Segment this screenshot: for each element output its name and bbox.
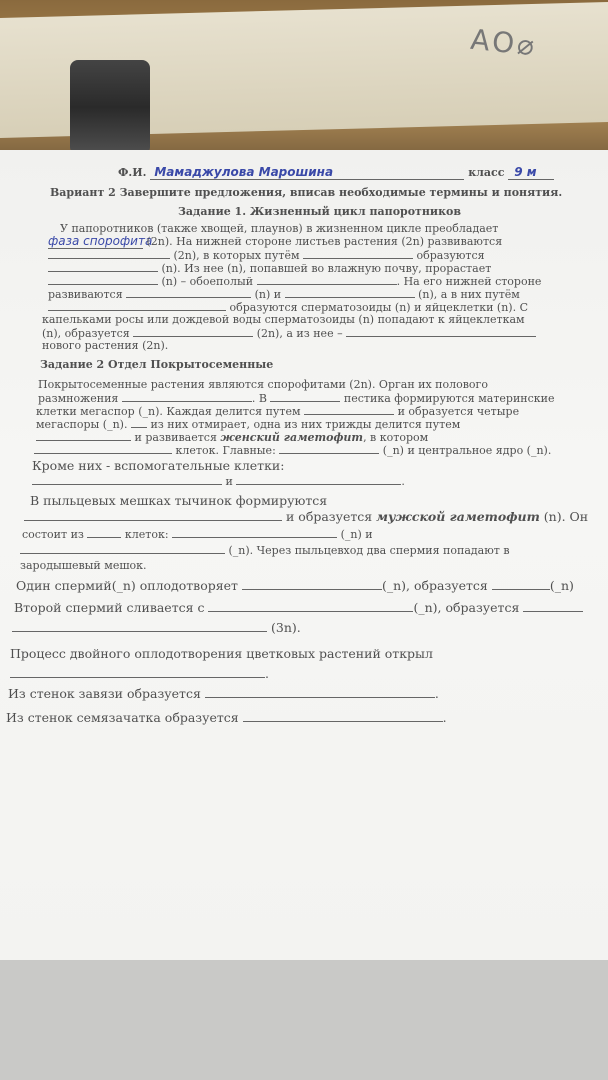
task2-line-6b: (_n) и центральное ядро (_n). [382, 444, 552, 457]
task1-line-9 [42, 326, 536, 340]
task2-line-12-text: (_n). Через пыльцевход два спермия попадают в [228, 544, 510, 557]
task2-line-14b: (_n), образуется [381, 578, 488, 593]
task1-line-4 [48, 261, 491, 275]
task2-line-16 [12, 620, 301, 635]
task1-line-5 [48, 274, 541, 288]
binder-clip [70, 60, 150, 155]
task2-line-1: Покрытосеменные растения являются спорофитами (2n). Орган их полового [38, 378, 488, 391]
task2-line-7: Кроме них - вспомогательные клетки: [32, 458, 285, 473]
task2-line-17-blank: . [10, 666, 269, 681]
task2-title: Задание 2 Отдел Покрытосеменные [40, 358, 274, 371]
task2-line-11b: клеток: [124, 528, 169, 541]
task2-line-8: и . [32, 474, 405, 488]
task2-line-10c: (n). Он [543, 509, 589, 524]
task2-line-10 [24, 509, 588, 524]
task2-line-12 [20, 543, 510, 557]
task1-line-7-text: образуются сперматозоиды (n) и яйцеклетки (n). С [229, 301, 529, 314]
class-value: 9 м [508, 166, 554, 180]
task2-line-3b: и образуется четыре [397, 405, 520, 418]
task2-line-19: Из стенок семязачатка образуется . [6, 710, 447, 725]
fio-label: Ф.И. [118, 166, 147, 179]
fio-line [118, 166, 554, 180]
class-label: класс [468, 166, 505, 179]
task2-line-9: В пыльцевых мешках тычинок формируются [30, 493, 328, 508]
task2-line-5a: и развивается [134, 431, 217, 444]
task1-line-2-text: (2n). На нижней стороне листьев растения (2n) развиваются [146, 235, 503, 248]
task2-line-11a: состоит из [22, 528, 84, 541]
task2-line-2a: размножения [38, 392, 119, 405]
task2-line-13: зародышевый мешок. [20, 559, 147, 572]
task2-line-14a: Один спермий(_n) оплодотворяет [16, 578, 238, 593]
task2-line-5 [36, 430, 428, 444]
task1-line-6c: (n), а в них путём [418, 288, 520, 301]
task2-line-2c: пестика формируются материнские [343, 392, 555, 405]
table-surface [0, 960, 608, 1080]
task1-line-5a: (n) – обоеполый [161, 275, 254, 288]
task2-line-3a: клетки мегаспор (_n). Каждая делится путем [36, 405, 301, 418]
task1-line-1: У папоротников (также хвощей, плаунов) в жизненном цикле преобладает [60, 222, 499, 235]
task1-title: Задание 1. Жизненный цикл папоротников [178, 205, 462, 218]
task2-line-4 [36, 417, 460, 431]
task2-line-16-text: (3n). [270, 620, 301, 635]
task1-line-3 [48, 248, 485, 262]
task2-line-4b: из них отмирает, одна из них трижды делится путем [150, 418, 461, 431]
task2-line-17: Процесс двойного оплодотворения цветковых растений открыл [10, 646, 433, 661]
task2-line-3 [36, 404, 519, 418]
task1-line-3b: образуются [416, 249, 485, 262]
task2-line-6a: клеток. Главные: [175, 444, 276, 457]
task2-line-15a: Второй спермий сливается с [14, 600, 205, 615]
task1-line-4-text: (n). Из нее (n), попавшей во влажную почву, прорастает [161, 262, 492, 275]
task2-line-18: Из стенок завязи образуется . [8, 686, 439, 701]
fio-value: Мамаджулова Марошина [150, 166, 464, 180]
task1-line-6 [48, 287, 520, 301]
task1-line-6a: развиваются [48, 288, 123, 301]
task1-line-3a: (2n), в которых путём [173, 249, 300, 262]
task1-line-10: нового растения (2n). [42, 339, 169, 352]
task2-line-19-text: Из стенок семязачатка образуется [6, 710, 239, 725]
task2-line-4a: мегаспоры (_n). [36, 418, 128, 431]
task2-line-5c: , в котором [363, 431, 429, 444]
task2-line-2 [38, 391, 555, 405]
task2-line-10b: мужской гаметофит [376, 509, 540, 524]
task1-line-6b: (n) и [254, 288, 282, 301]
task1-line-2 [48, 235, 502, 249]
variant-instruction: Вариант 2 Завершите предложения, вписав необходимые термины и понятия. [50, 186, 563, 199]
task1-line-9b: (2n), а из нее – [256, 327, 343, 340]
task2-line-5b: женский гаметофит [220, 431, 364, 444]
task2-line-18-text: Из стенок завязи образуется [8, 686, 201, 701]
task2-line-11 [22, 527, 373, 541]
task2-line-15 [14, 600, 583, 615]
task1-line-7 [48, 300, 528, 314]
task1-line-8: капельками росы или дождевой воды сперматозоиды (n) попадают к яйцеклеткам [42, 313, 525, 326]
task1-line-9a: (n), образуется [42, 327, 130, 340]
desk-handwriting: AO⌀ [469, 22, 539, 63]
task2-line-14 [16, 578, 574, 593]
task2-line-6 [34, 443, 551, 457]
task1-answer-phase: фаза спорофита [48, 234, 153, 248]
task2-line-8-text: и [225, 475, 233, 488]
task2-line-11c: (_n) и [340, 528, 373, 541]
task2-line-10a: и образуется [285, 509, 373, 524]
worksheet-page [0, 150, 608, 960]
task2-line-2b: . В [251, 392, 267, 405]
task2-line-14c: (_n) [549, 578, 574, 593]
task1-line-5b: . На его нижней стороне [396, 275, 542, 288]
task2-line-15b: (_n), образуется [413, 600, 520, 615]
